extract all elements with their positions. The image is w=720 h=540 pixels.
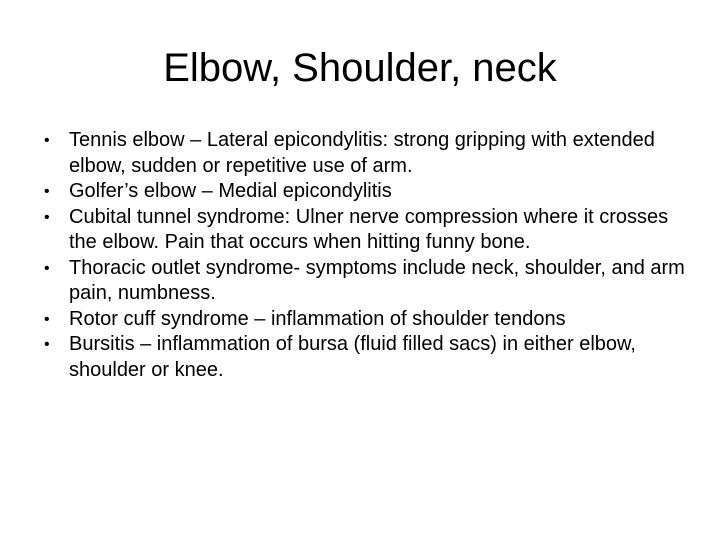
bullet-glyph: • <box>44 183 50 200</box>
bullet-glyph: • <box>44 208 50 226</box>
bullet-text: Thoracic outlet syndrome- symptoms include neck, shoulder, and arm pain, numbness. <box>69 256 685 304</box>
bullet-glyph: • <box>44 132 50 149</box>
bullet-item-thoracic-outlet <box>44 256 694 307</box>
bullet-item-bursitis <box>44 332 694 383</box>
bullet-item-cubital-tunnel <box>44 205 694 256</box>
bullet-glyph: • <box>44 259 50 277</box>
bullet-item-rotor-cuff <box>44 307 694 333</box>
slide-title: Elbow, Shoulder, neck <box>163 46 557 90</box>
bullet-text: Cubital tunnel syndrome: Ulner nerve compression where it crosses the elbow. Pain that occurs when hitting funny bone. <box>69 205 669 253</box>
bullet-text: Bursitis – inflammation of bursa (fluid filled sacs) in either elbow, shoulder or knee. <box>69 333 636 381</box>
bullet-item-tennis-elbow <box>44 128 694 179</box>
bullet-text: Rotor cuff syndrome – inflammation of shoulder tendons <box>69 307 566 330</box>
bullet-item-golfers-elbow <box>44 179 694 205</box>
bullet-text: Golfer’s elbow – Medial epicondylitis <box>69 180 392 202</box>
bullet-list <box>44 128 694 383</box>
bullet-glyph: • <box>44 336 50 353</box>
bullet-text: Tennis elbow – Lateral epicondylitis: strong gripping with extended elbow, sudden or repetitive use of arm. <box>69 129 655 177</box>
bullet-glyph: • <box>44 310 50 328</box>
